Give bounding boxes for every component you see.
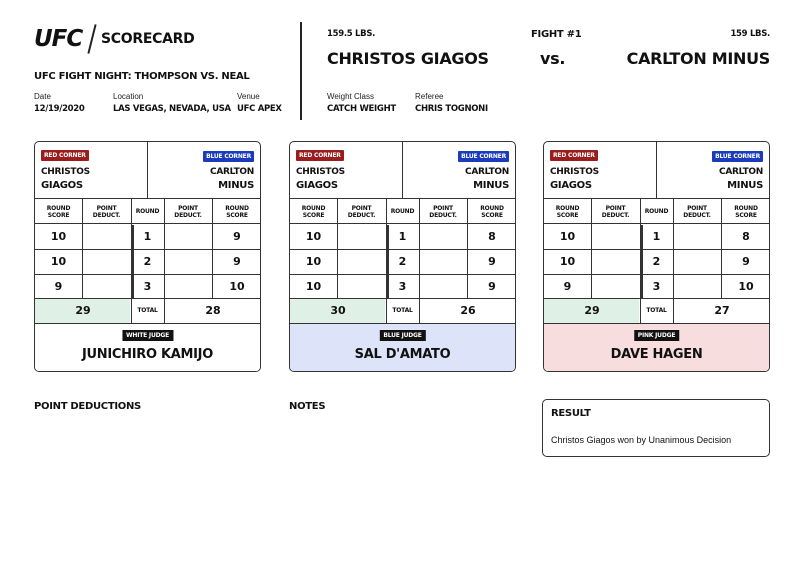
blue-first-name: CARLTON	[719, 167, 763, 177]
location-value: LAS VEGAS, NEVADA, USA	[113, 104, 231, 114]
round-header	[131, 199, 164, 224]
red-round-score-header	[290, 199, 337, 224]
referee-value: CHRIS TOGNONI	[415, 104, 488, 114]
red-round-score: 10	[559, 255, 576, 268]
blue-last-name: MINUS	[473, 180, 509, 191]
round-number: 2	[652, 255, 661, 268]
date-value: 12/19/2020	[34, 104, 85, 114]
corner-header	[544, 142, 769, 199]
header-line: ROUND	[555, 204, 580, 212]
red-round-score: 10	[50, 255, 67, 268]
judge-badge: WHITE JUDGE	[122, 330, 173, 341]
blue-point-deduct	[419, 274, 467, 299]
red-total: 29	[75, 304, 91, 317]
red-fighter-weight: 159.5 LBS.	[327, 29, 376, 39]
header-line: POINT	[351, 204, 372, 212]
red-total: 29	[584, 304, 600, 317]
blue-total: 26	[460, 304, 476, 317]
col-line	[673, 199, 674, 323]
corner-header	[35, 142, 260, 199]
header-line: POINT	[178, 204, 198, 212]
logo-scorecard-text: SCORECARD	[101, 31, 195, 47]
event-title: UFC FIGHT NIGHT: THOMPSON VS. NEAL	[34, 71, 250, 82]
blue-point-deduct	[164, 224, 212, 249]
blue-round-score: 9	[233, 230, 241, 243]
venue-label: Venue	[237, 92, 260, 101]
blue-corner-fighter	[210, 166, 254, 192]
red-point-deduct-header	[337, 199, 386, 224]
row-line	[544, 298, 769, 299]
referee-label: Referee	[415, 92, 444, 101]
judge-name: DAVE HAGEN	[610, 347, 703, 362]
red-point-deduct	[591, 274, 640, 299]
header-line: ROUND	[46, 204, 71, 212]
header-line: POINT	[687, 204, 707, 212]
corner-header	[290, 142, 515, 199]
red-round-score-header	[35, 199, 82, 224]
round-number: 2	[143, 255, 152, 268]
red-corner-fighter	[296, 166, 345, 192]
blue-round-score: 9	[488, 255, 496, 268]
date-label: Date	[34, 92, 51, 101]
row-line	[35, 298, 260, 299]
red-point-deduct-header	[591, 199, 640, 224]
blue-round-score-header	[467, 199, 516, 224]
total-label: TOTAL	[137, 307, 158, 314]
red-corner-badge: RED CORNER	[296, 150, 344, 161]
header-line: ROUND	[301, 204, 326, 212]
header-line: DEDUCT.	[601, 211, 630, 219]
result-box	[542, 399, 770, 457]
col-line	[212, 199, 213, 298]
corner-divider	[402, 142, 403, 199]
blue-corner-badge: BLUE CORNER	[712, 151, 763, 162]
red-point-deduct	[82, 274, 131, 299]
blue-last-name: MINUS	[218, 180, 254, 191]
round-number: 3	[398, 280, 407, 293]
blue-point-deduct	[673, 224, 721, 249]
blue-total: 27	[714, 304, 730, 317]
result-title: RESULT	[551, 408, 591, 419]
red-first-name: CHRISTOS	[550, 167, 599, 177]
notes-heading: NOTES	[289, 401, 326, 412]
blue-point-deduct	[673, 249, 721, 274]
red-point-deduct	[591, 249, 640, 274]
red-corner-badge: RED CORNER	[41, 150, 89, 161]
judge-badge: BLUE JUDGE	[379, 330, 425, 341]
judge-card-white	[34, 141, 261, 372]
red-last-name: GIAGOS	[550, 180, 592, 191]
round-cell-accent	[387, 275, 389, 299]
judge-card-pink	[543, 141, 770, 372]
blue-point-deduct	[419, 224, 467, 249]
round-number: 1	[652, 230, 661, 243]
header-line: DEDUCT.	[92, 211, 121, 219]
col-line	[591, 199, 592, 298]
vs-label: vs.	[540, 49, 566, 68]
red-round-score-header	[544, 199, 591, 224]
row-line	[290, 298, 515, 299]
row-line	[35, 274, 260, 275]
blue-point-deduct-header	[419, 199, 467, 224]
blue-first-name: CARLTON	[210, 167, 254, 177]
red-point-deduct	[337, 249, 386, 274]
blue-first-name: CARLTON	[465, 167, 509, 177]
round-cell-accent	[132, 250, 134, 274]
round-number: 2	[398, 255, 407, 268]
blue-round-score-header	[721, 199, 770, 224]
header-line: POINT	[433, 204, 453, 212]
col-line	[467, 199, 468, 298]
blue-round-score: 10	[229, 280, 245, 293]
judge-card-blue	[289, 141, 516, 372]
header-line: DEDUCT.	[429, 211, 457, 219]
blue-round-score-header	[212, 199, 261, 224]
header-line: SCORE	[735, 211, 757, 219]
blue-last-name: MINUS	[727, 180, 763, 191]
red-point-deduct-header	[82, 199, 131, 224]
blue-round-score: 9	[742, 255, 750, 268]
red-fighter-name: CHRISTOS GIAGOS	[327, 49, 489, 68]
header-line: ROUND	[135, 208, 160, 215]
blue-round-score: 8	[742, 230, 750, 243]
point-deductions-heading: POINT DEDUCTIONS	[34, 401, 141, 412]
blue-point-deduct	[164, 249, 212, 274]
header-line: ROUND	[734, 204, 758, 212]
round-number: 1	[143, 230, 152, 243]
round-cell-accent	[641, 250, 643, 274]
header-line: ROUND	[225, 204, 249, 212]
red-first-name: CHRISTOS	[41, 167, 90, 177]
judge-badge: PINK JUDGE	[634, 330, 680, 341]
row-line	[290, 274, 515, 275]
round-cell-accent	[132, 275, 134, 299]
round-number: 3	[143, 280, 152, 293]
total-label: TOTAL	[392, 307, 413, 314]
red-corner-fighter	[41, 166, 90, 192]
header-line: POINT	[605, 204, 626, 212]
red-total: 30	[330, 304, 346, 317]
header-line: ROUND	[390, 208, 415, 215]
red-corner-fighter	[550, 166, 599, 192]
header-line: SCORE	[302, 211, 325, 219]
red-point-deduct	[591, 224, 640, 249]
round-number: 3	[652, 280, 661, 293]
blue-total: 28	[205, 304, 221, 317]
header-line: DEDUCT.	[683, 211, 711, 219]
corner-divider	[656, 142, 657, 199]
header-line: SCORE	[556, 211, 579, 219]
header-line: SCORE	[481, 211, 503, 219]
row-line	[544, 274, 769, 275]
weight-class-label: Weight Class	[327, 92, 374, 101]
red-last-name: GIAGOS	[296, 180, 338, 191]
blue-round-score: 8	[488, 230, 496, 243]
red-point-deduct	[82, 224, 131, 249]
round-cell-accent	[387, 225, 389, 249]
red-first-name: CHRISTOS	[296, 167, 345, 177]
round-cell-accent	[387, 250, 389, 274]
header-divider	[300, 22, 302, 120]
round-cell-accent	[641, 225, 643, 249]
col-line	[82, 199, 83, 298]
blue-round-score: 9	[233, 255, 241, 268]
round-header	[386, 199, 419, 224]
blue-point-deduct-header	[164, 199, 212, 224]
judge-name: JUNICHIRO KAMIJO	[82, 347, 213, 362]
red-round-score: 9	[563, 280, 572, 293]
ufc-logo: UFC	[34, 26, 83, 52]
header-line: ROUND	[480, 204, 504, 212]
row-line	[544, 249, 769, 250]
blue-corner-badge: BLUE CORNER	[203, 151, 254, 162]
blue-point-deduct	[673, 274, 721, 299]
blue-corner-badge: BLUE CORNER	[458, 151, 509, 162]
blue-round-score: 10	[738, 280, 754, 293]
row-line	[290, 249, 515, 250]
weight-class-value: CATCH WEIGHT	[327, 104, 396, 114]
header-line: ROUND	[644, 208, 669, 215]
red-point-deduct	[82, 249, 131, 274]
blue-corner-fighter	[465, 166, 509, 192]
red-last-name: GIAGOS	[41, 180, 83, 191]
logo-divider	[87, 24, 96, 54]
blue-point-deduct-header	[673, 199, 721, 224]
judge-name: SAL D'AMATO	[354, 347, 451, 362]
location-label: Location	[113, 92, 144, 101]
blue-point-deduct	[164, 274, 212, 299]
blue-round-score: 9	[488, 280, 496, 293]
red-round-score: 10	[305, 255, 322, 268]
total-label: TOTAL	[646, 307, 667, 314]
header-line: SCORE	[47, 211, 70, 219]
col-line	[164, 199, 165, 323]
result-text: Christos Giagos won by Unanimous Decision	[551, 435, 732, 445]
header-line: POINT	[96, 204, 117, 212]
red-round-score: 9	[54, 280, 63, 293]
red-round-score: 10	[305, 230, 322, 243]
round-cell-accent	[641, 275, 643, 299]
blue-corner-fighter	[719, 166, 763, 192]
blue-fighter-name: CARLTON MINUS	[626, 49, 770, 68]
red-round-score: 10	[50, 230, 67, 243]
row-line	[35, 249, 260, 250]
col-line	[337, 199, 338, 298]
round-number: 1	[398, 230, 407, 243]
blue-fighter-weight: 159 LBS.	[730, 29, 770, 39]
red-point-deduct	[337, 274, 386, 299]
header-line: DEDUCT.	[174, 211, 202, 219]
col-line	[721, 199, 722, 298]
header-line: DEDUCT.	[347, 211, 376, 219]
red-round-score: 10	[559, 230, 576, 243]
round-header	[640, 199, 673, 224]
venue-value: UFC APEX	[237, 104, 282, 114]
col-line	[419, 199, 420, 323]
blue-point-deduct	[419, 249, 467, 274]
fight-number: FIGHT #1	[531, 29, 582, 40]
round-cell-accent	[132, 225, 134, 249]
red-round-score: 10	[305, 280, 322, 293]
header-line: SCORE	[226, 211, 248, 219]
corner-divider	[147, 142, 148, 199]
red-corner-badge: RED CORNER	[550, 150, 598, 161]
red-point-deduct	[337, 224, 386, 249]
